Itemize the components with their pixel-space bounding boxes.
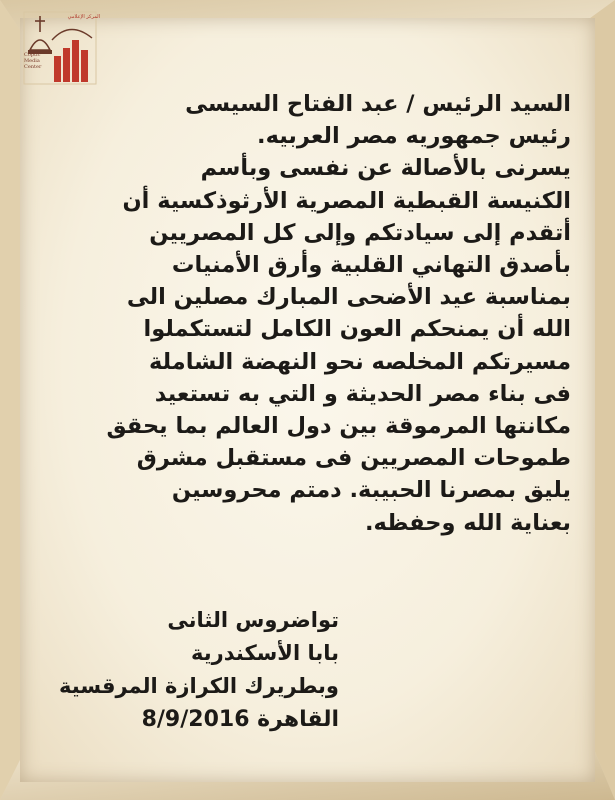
letter-line: مكانتها المرموقة بين دول العالم بما يحقق <box>106 413 571 440</box>
letter-line: مسيرتكم المخلصه نحو النهضة الشاملة <box>148 348 571 375</box>
letter-line: فى بناء مصر الحديثة و التي به تستعيد <box>154 380 571 407</box>
letter-line: طموحات المصريين فى مستقبل مشرق <box>136 445 571 472</box>
letter-line: يسرنى بالأصالة عن نفسى وبأسم <box>200 155 571 182</box>
place-and-date: القاهرة 8/9/2016 <box>141 707 339 732</box>
letter-line: بأصدق التهاني القلبية وأرق الأمنيات <box>171 252 571 279</box>
letter-line: السيد الرئيس / عبد الفتاح السيسى <box>185 91 571 117</box>
letter-line: الكنيسة القبطية المصرية الأرثوذكسية أن <box>122 187 571 214</box>
church-dome-cross-icon <box>22 10 98 86</box>
signer-title: بابا الأسكندرية <box>191 641 339 665</box>
letter-line: رئيس جمهوريه مصر العربيه. <box>257 123 571 150</box>
letter-line: الله أن يمنحكم العون الكامل لتستكملوا <box>143 316 571 343</box>
letter-line: بعناية الله وحفظه. <box>364 509 571 536</box>
logo-english-text <box>24 52 50 70</box>
logo-text-line: Coptic <box>24 52 41 58</box>
letter-body <box>41 88 571 539</box>
signer-name: تواضروس الثانى <box>167 608 339 632</box>
letter-line: أتقدم إلى سيادتكم وإلى كل المصريين <box>149 219 571 246</box>
signature-block <box>39 604 339 736</box>
letter-line: يليق بمصرنا الحبيبة. دمتم محروسين <box>171 477 571 504</box>
logo-text-line: Media <box>24 58 40 64</box>
letter-line: بمناسبة عيد الأضحى المبارك مصلين الى <box>126 284 571 311</box>
logo-arabic-text: المركز الإعلامي <box>67 14 100 20</box>
logo-text-line: Center <box>24 64 42 70</box>
signer-title: وبطريرك الكرازة المرقسية <box>59 674 339 698</box>
